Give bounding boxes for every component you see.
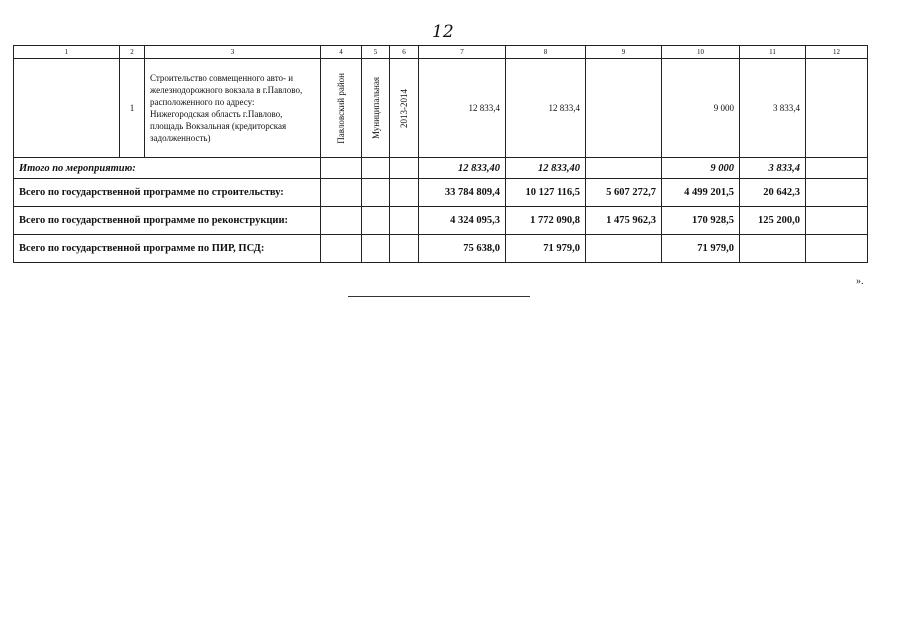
column-header: 7 bbox=[419, 46, 506, 59]
empty-cell bbox=[321, 158, 362, 179]
separator-line bbox=[348, 296, 530, 297]
value-cell bbox=[586, 158, 662, 179]
value-cell bbox=[740, 235, 806, 263]
empty-cell bbox=[390, 207, 419, 235]
district-text: Павловский район bbox=[336, 72, 346, 144]
value-cell: 10 127 116,5 bbox=[506, 179, 586, 207]
row-label: Всего по государственной программе по строительству: bbox=[14, 179, 321, 207]
value-cell: 170 928,5 bbox=[662, 207, 740, 235]
value-cell: 71 979,0 bbox=[506, 235, 586, 263]
table-row-itogo bbox=[14, 158, 868, 179]
value-cell: 71 979,0 bbox=[662, 235, 740, 263]
empty-cell bbox=[390, 158, 419, 179]
table-row-total-reconstruction bbox=[14, 207, 868, 235]
value-cell bbox=[806, 207, 868, 235]
column-header: 3 bbox=[145, 46, 321, 59]
value-cell bbox=[806, 235, 868, 263]
value-cell: 4 499 201,5 bbox=[662, 179, 740, 207]
value-cell bbox=[586, 235, 662, 263]
value-cell: 3 833,4 bbox=[740, 59, 806, 158]
value-cell: 75 638,0 bbox=[419, 235, 506, 263]
empty-cell bbox=[14, 59, 120, 158]
empty-cell bbox=[362, 207, 390, 235]
empty-cell bbox=[390, 179, 419, 207]
empty-cell bbox=[321, 207, 362, 235]
value-cell: 9 000 bbox=[662, 59, 740, 158]
value-cell bbox=[806, 179, 868, 207]
closing-quote-mark: ». bbox=[856, 276, 864, 287]
column-header: 9 bbox=[586, 46, 662, 59]
period-cell bbox=[390, 59, 419, 158]
value-cell bbox=[806, 59, 868, 158]
period-text: 2013-2014 bbox=[399, 88, 409, 128]
value-cell: 20 642,3 bbox=[740, 179, 806, 207]
empty-cell bbox=[362, 235, 390, 263]
ownership-text: Муниципальная bbox=[370, 77, 381, 139]
program-table bbox=[13, 45, 868, 263]
value-cell: 9 000 bbox=[662, 158, 740, 179]
empty-cell bbox=[362, 179, 390, 207]
page-number: 12 bbox=[432, 22, 454, 42]
column-header: 5 bbox=[362, 46, 390, 59]
column-header: 10 bbox=[662, 46, 740, 59]
value-cell: 33 784 809,4 bbox=[419, 179, 506, 207]
column-header: 6 bbox=[390, 46, 419, 59]
column-header: 1 bbox=[14, 46, 120, 59]
row-number-cell: 1 bbox=[120, 59, 145, 158]
value-cell: 12 833,40 bbox=[419, 158, 506, 179]
project-description-cell: Строительство совмещенного авто- и железнодорожного вокзала в г.Павлово, расположенного по адресу: Нижегородская область г.Павлово, площадь Вокзальная (кредиторская задолженность) bbox=[145, 59, 321, 158]
column-header: 8 bbox=[506, 46, 586, 59]
value-cell: 12 833,4 bbox=[419, 59, 506, 158]
column-header: 2 bbox=[120, 46, 145, 59]
column-number-row bbox=[14, 46, 868, 59]
empty-cell bbox=[321, 179, 362, 207]
row-label: Итого по мероприятию: bbox=[14, 158, 321, 179]
column-header: 4 bbox=[321, 46, 362, 59]
table-row-total-construction bbox=[14, 179, 868, 207]
value-cell: 12 833,4 bbox=[506, 59, 586, 158]
value-cell bbox=[806, 158, 868, 179]
row-label: Всего по государственной программе по реконструкции: bbox=[14, 207, 321, 235]
district-cell bbox=[321, 59, 362, 158]
value-cell: 3 833,4 bbox=[740, 158, 806, 179]
ownership-cell bbox=[362, 59, 390, 158]
value-cell: 1 475 962,3 bbox=[586, 207, 662, 235]
value-cell bbox=[586, 59, 662, 158]
value-cell: 5 607 272,7 bbox=[586, 179, 662, 207]
table-row-project bbox=[14, 59, 868, 158]
value-cell: 4 324 095,3 bbox=[419, 207, 506, 235]
value-cell: 125 200,0 bbox=[740, 207, 806, 235]
row-label: Всего по государственной программе по ПИР, ПСД: bbox=[14, 235, 321, 263]
empty-cell bbox=[362, 158, 390, 179]
value-cell: 1 772 090,8 bbox=[506, 207, 586, 235]
empty-cell bbox=[390, 235, 419, 263]
table-row-total-pir-psd bbox=[14, 235, 868, 263]
column-header: 11 bbox=[740, 46, 806, 59]
value-cell: 12 833,40 bbox=[506, 158, 586, 179]
column-header: 12 bbox=[806, 46, 868, 59]
empty-cell bbox=[321, 235, 362, 263]
